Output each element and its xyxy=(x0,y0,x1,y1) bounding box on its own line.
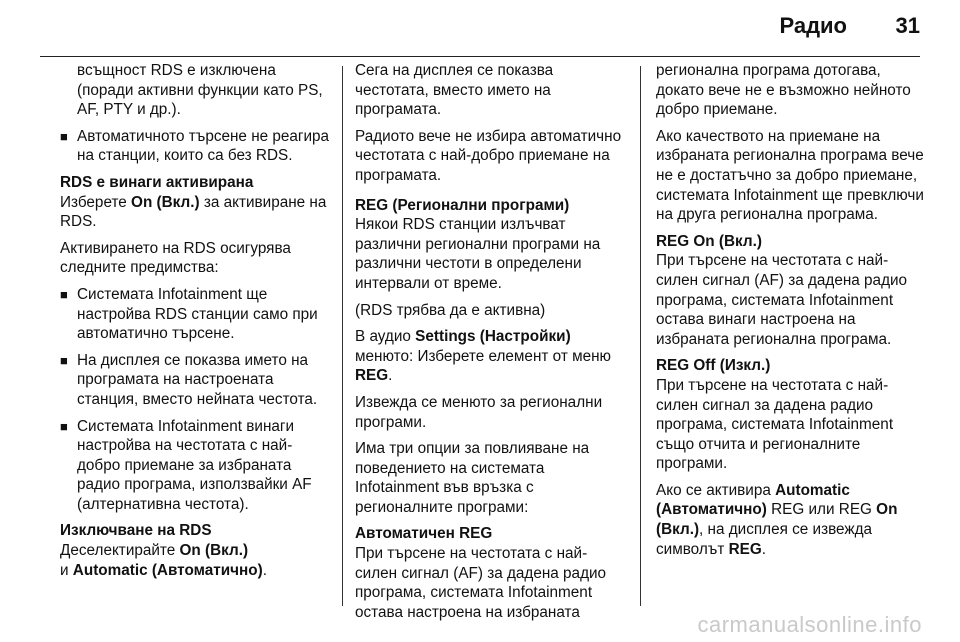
page-number: 31 xyxy=(895,13,920,38)
list-item-text: На дисплея се показва името на програмата на настроената станция, вместо нейната честота. xyxy=(77,351,318,408)
paragraph: При търсене на честотата с най-силен сигнал (AF) за дадена радио програма, системата Infotainment остава настроена на избраната xyxy=(355,545,607,621)
text: и xyxy=(60,561,73,579)
header-rule xyxy=(40,56,920,57)
text: В аудио xyxy=(355,328,416,346)
paragraph: Ако качеството на приемане на избраната регионална програма вече не е достатъчно за добро приемане, системата Infotainment ще превключи на друга регионална програма. xyxy=(656,127,924,224)
column-divider-2 xyxy=(640,66,641,606)
ui-term: Settings (Настройки) xyxy=(415,328,571,346)
list-item xyxy=(60,351,330,410)
ui-term: On (Вкл.) xyxy=(179,542,249,560)
heading-rds-off: Изключване на RDS xyxy=(60,522,212,540)
paragraph: Някои RDS станции излъчват различни регионални програми на различни честоти в определени интервали от време. xyxy=(355,216,601,292)
text: Изберете xyxy=(60,193,132,211)
list-item-text: Автоматичното търсене не реагира на станции, които са без RDS. xyxy=(77,127,330,165)
list-item-text: Системата Infotainment винаги настройва на честотата с най-добро приемане за избраната радио програма, използвайки AF (алтернативна честота). xyxy=(77,417,312,513)
heading-reg-on: REG On (Вкл.) xyxy=(656,232,762,250)
bullet-icon: ■ xyxy=(60,418,68,434)
ui-term: On (Вкл.) xyxy=(656,501,898,539)
paragraph xyxy=(60,541,330,580)
ui-term: REG xyxy=(355,367,389,385)
paragraph: При търсене на честотата с най-силен сигнал за дадена радио програма, системата Infotainment също отчита и регионалните програми. xyxy=(656,376,894,473)
column-3 xyxy=(656,61,926,566)
paragraph: Има три опции за повлияване на поведението на системата Infotainment във връзка с регионалните програми: xyxy=(355,440,590,516)
paragraph: Сега на дисплея се показва честотата, вместо името на програмата. xyxy=(355,62,554,119)
continued-paragraph: всъщност RDS е изключена (поради активни функции като PS, AF, PTY и др.). xyxy=(77,62,323,119)
paragraph: Радиото вече не избира автоматично честотата с най-добро приемане на програмата. xyxy=(355,127,622,184)
list-item xyxy=(60,285,330,344)
text: REG или REG xyxy=(766,501,877,519)
heading-auto-reg: Автоматичен REG xyxy=(355,525,493,543)
list-item xyxy=(60,127,330,166)
text: . xyxy=(262,561,267,579)
watermark: carmanualsonline.info xyxy=(697,612,922,637)
heading-reg-off: REG Off (Изкл.) xyxy=(656,357,771,375)
text: менюто: Изберете елемент от меню xyxy=(355,347,612,365)
paragraph xyxy=(656,481,926,559)
ui-term: On (Вкл.) xyxy=(131,193,200,211)
bullet-icon: ■ xyxy=(60,128,68,144)
column-divider-1 xyxy=(342,66,343,606)
paragraph: При търсене на честотата с най-силен сигнал (AF) за дадена радио програма, системата Infotainment остава винаги настроена на избраната регионална програма. xyxy=(656,252,908,348)
text: . xyxy=(388,367,393,385)
heading-reg: REG (Регионални програми) xyxy=(355,196,570,214)
bullet-icon: ■ xyxy=(60,352,68,368)
paragraph: Активирането на RDS осигурява следните предимства: xyxy=(60,239,291,277)
paragraph: Извежда се менюто за регионални програми. xyxy=(355,393,603,431)
text: , на дисплея се извежда символът xyxy=(656,521,873,558)
paragraph: регионална програма дотогава, докато вече не е възможно нейното добро приемане. xyxy=(656,62,911,119)
column-1 xyxy=(60,61,330,587)
section-title: Радио xyxy=(779,13,847,38)
paragraph xyxy=(60,193,330,232)
text: Деселектирайте xyxy=(60,542,180,560)
ui-term: Automatic (Автоматично) xyxy=(72,561,263,579)
list-item-text: Системата Infotainment ще настройва RDS станции само при автоматично търсене. xyxy=(77,285,318,343)
text: . xyxy=(761,540,766,558)
heading-rds-always-on: RDS е винаги активирана xyxy=(60,173,254,191)
paragraph: (RDS трябва да е активна) xyxy=(355,301,546,319)
paragraph xyxy=(355,327,625,386)
text: за активиране на RDS. xyxy=(60,193,327,231)
ui-term: Automatic (Автоматично) xyxy=(656,481,850,519)
page-header xyxy=(0,0,960,58)
bullet-icon: ■ xyxy=(60,286,68,302)
ui-term: REG xyxy=(728,540,762,558)
text: Ако се активира xyxy=(656,481,776,499)
list-item xyxy=(60,417,330,515)
column-2 xyxy=(355,61,625,629)
